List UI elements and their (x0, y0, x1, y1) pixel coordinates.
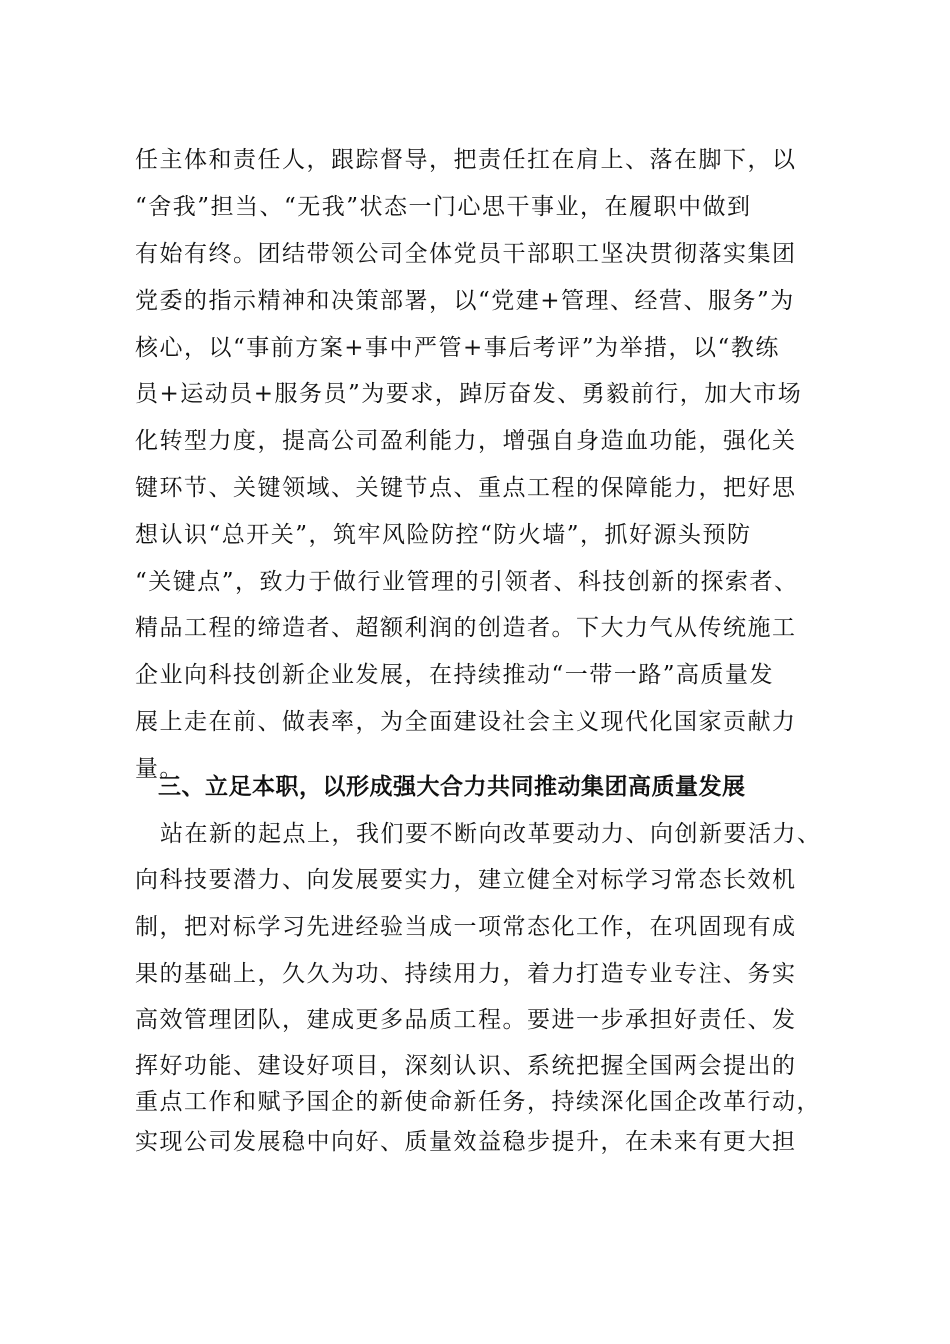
text-line: “舍我”担当、“无我”状态一门心思干事业，在履职中做到 (135, 194, 752, 220)
text-line: 展上走在前、做表率，为全面建设社会主义现代化国家贡献力 (135, 709, 797, 735)
text-line: 员+运动员+服务员”为要求，踔厉奋发、勇毅前行，加大市场 (135, 381, 803, 407)
text-line: 重点工作和赋予国企的新使命新任务，持续深化国企改革行动， (135, 1089, 821, 1115)
text-line: 党委的指示精神和决策部署，以“党建+管理、经营、服务”为 (135, 288, 795, 314)
text-line: 任主体和责任人，跟踪督导，把责任扛在肩上、落在脚下，以 (135, 147, 797, 173)
text-line: 核心，以“事前方案+事中严管+事后考评”为举措，以“教练 (135, 335, 780, 361)
text-line: 实现公司发展稳中向好、质量效益稳步提升，在未来有更大担 (135, 1129, 797, 1155)
text-line: 果的基础上，久久为功、持续用力，着力打造专业专注、务实 (135, 961, 797, 987)
text-line: 键环节、关键领域、关键节点、重点工程的保障能力，把好思 (135, 475, 797, 501)
text-line: 精品工程的缔造者、超额利润的创造者。下大力气从传统施工 (135, 615, 797, 641)
text-line: 高效管理团队，建成更多品质工程。要进一步承担好责任、发 (135, 1007, 797, 1033)
text-line: 站在新的起点上，我们要不断向改革要动力、向创新要活力、 (160, 821, 822, 847)
text-line: “关键点”，致力于做行业管理的引领者、科技创新的探索者、 (135, 569, 799, 595)
text-line: 挥好功能、建设好项目，深刻认识、系统把握全国两会提出的 (135, 1053, 797, 1079)
text-line: 想认识“总开关”，筑牢风险防控“防火墙”，抓好源头预防 (135, 522, 752, 548)
text-line: 有始有终。团结带领公司全体党员干部职工坚决贯彻落实集团 (135, 241, 797, 267)
text-line: 向科技要潜力、向发展要实力，建立健全对标学习常态长效机 (135, 867, 797, 893)
text-line: 制，把对标学习先进经验当成一项常态化工作，在巩固现有成 (135, 914, 797, 940)
section-heading: 三、立足本职，以形成强大合力共同推动集团高质量发展 (158, 774, 746, 800)
text-line: 量。 (135, 756, 184, 782)
text-line: 企业向科技创新企业发展，在持续推动“一带一路”高质量发 (135, 662, 775, 688)
text-line: 化转型力度，提高公司盈利能力，增强自身造血功能，强化关 (135, 428, 797, 454)
